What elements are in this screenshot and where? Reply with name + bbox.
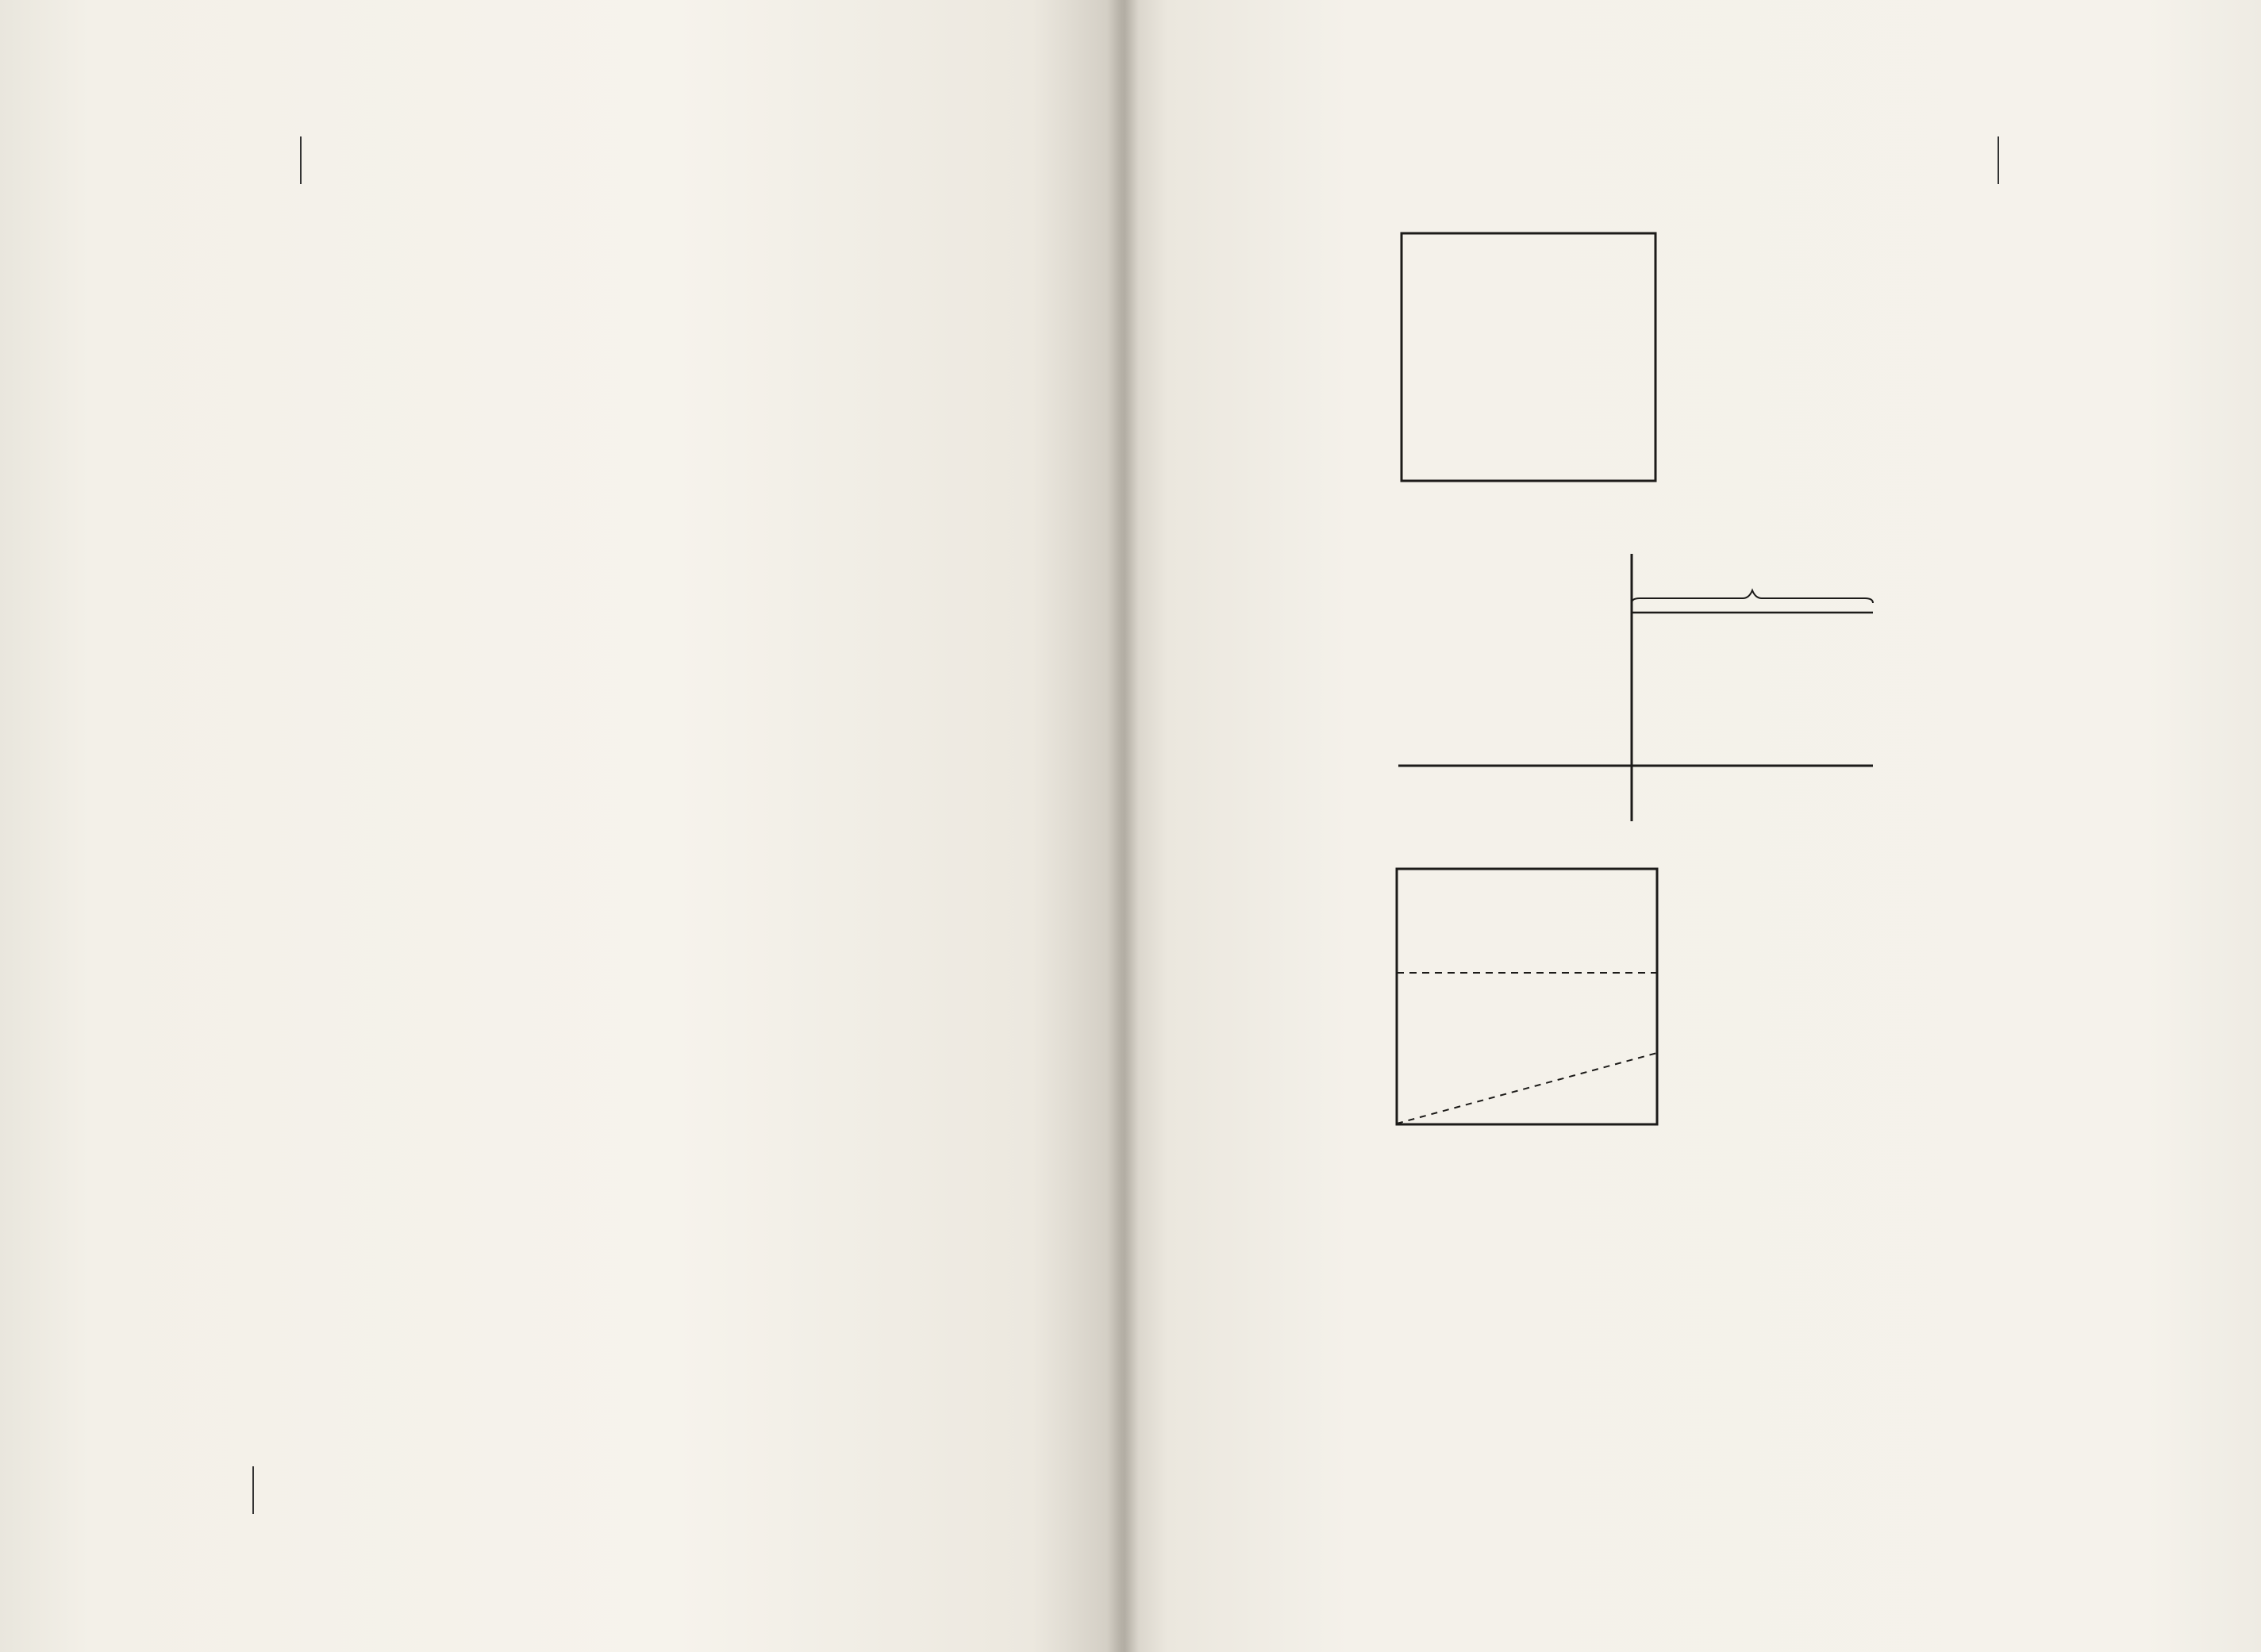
running-head-right bbox=[1985, 136, 1999, 184]
figure-top bbox=[1402, 233, 1655, 481]
body-text bbox=[206, 230, 1079, 1436]
figure-middle bbox=[1398, 554, 1873, 821]
book-gutter bbox=[1107, 0, 1139, 1652]
left-page bbox=[0, 0, 1122, 1652]
running-head-left bbox=[300, 136, 313, 184]
figure-bottom-frame bbox=[1397, 869, 1657, 1124]
figure-bottom-diagonal bbox=[1397, 1053, 1657, 1124]
figure-middle-brace bbox=[1632, 590, 1873, 603]
figure-diagram bbox=[1365, 222, 2119, 1158]
figure-caption bbox=[1379, 1160, 2094, 1186]
figure-top-frame bbox=[1402, 233, 1655, 481]
figure-8 bbox=[1365, 222, 2119, 1460]
page-number-left bbox=[252, 1466, 267, 1514]
figure-bottom bbox=[1397, 869, 1657, 1124]
